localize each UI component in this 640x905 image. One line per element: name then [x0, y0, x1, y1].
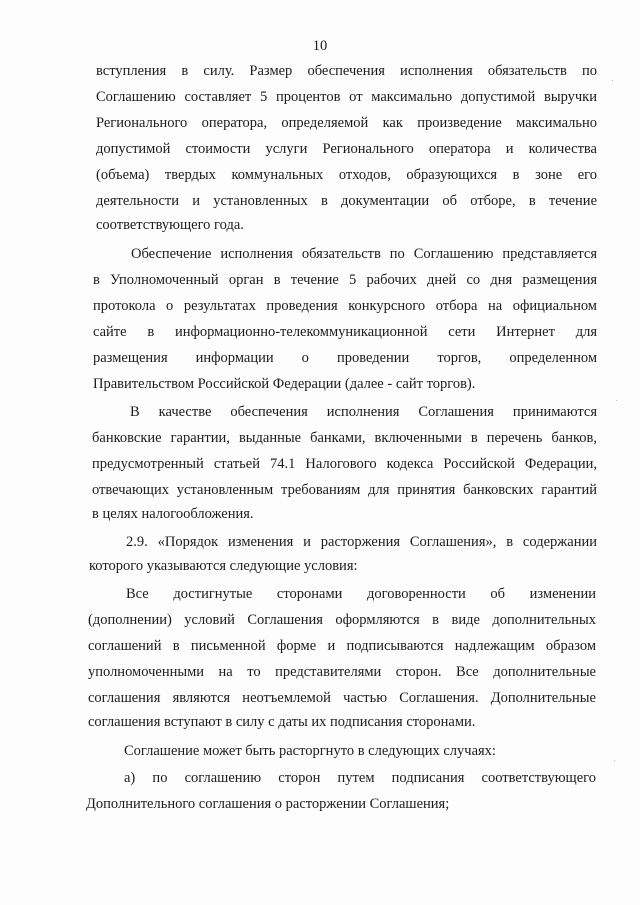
p3-line-3: предусмотренный статьей 74.1 Налогового кодекса Российской Федерации, — [92, 456, 597, 472]
p6-line-1: Соглашение может быть расторгнуто в следующих случаях: — [124, 743, 496, 759]
p1-line-3: Регионального оператора, определяемой как произведение максимально — [96, 115, 597, 131]
p7-line-1: а) по соглашению сторон путем подписания соответствующего — [124, 770, 596, 786]
p5-line-3: соглашений в письменной форме и подписываются надлежащим образом — [88, 638, 596, 654]
scan-mark — [616, 400, 617, 401]
p1-line-5: (объема) твердых коммунальных отходов, образующихся в зоне его — [96, 167, 597, 183]
p5-line-1: Все достигнутые сторонами договоренности об изменении — [126, 586, 596, 602]
p1-line-4: допустимой стоимости услуги Регионального оператора и количества — [96, 141, 597, 157]
p5-line-4: уполномоченными на то представителями сторон. Все дополнительные — [88, 664, 596, 680]
p5-line-2: (дополнении) условий Соглашения оформляются в виде дополнительных — [88, 612, 596, 628]
p3-line-1: В качестве обеспечения исполнения Соглашения принимаются — [130, 404, 597, 420]
scan-mark — [612, 80, 613, 81]
p3-line-5: в целях налогообложения. — [92, 506, 254, 522]
page-number: 10 — [312, 38, 328, 54]
p4-line-1: 2.9. «Порядок изменения и расторжения Соглашения», в содержании — [126, 534, 597, 550]
p2-line-6: Правительством Российской Федерации (далее - сайт торгов). — [93, 376, 476, 392]
p3-line-2: банковские гарантии, выданные банками, включенными в перечень банков, — [92, 430, 597, 446]
p1-line-1: вступления в силу. Размер обеспечения исполнения обязательств по — [96, 63, 597, 79]
p1-line-6: деятельности и установленных в документации об отборе, в течение — [96, 193, 597, 209]
p4-line-2: которого указываются следующие условия: — [89, 558, 358, 574]
p1-line-7: соответствующего года. — [96, 217, 244, 233]
p3-line-4: отвечающих установленным требованиям для принятия банковских гарантий — [92, 482, 597, 498]
p2-line-3: протокола о результатах проведения конкурсного отбора на официальном — [93, 298, 597, 314]
p5-line-5: соглашения являются неотъемлемой частью Соглашения. Дополнительные — [88, 690, 596, 706]
p2-line-1: Обеспечение исполнения обязательств по Соглашению представляется — [131, 246, 597, 262]
scan-mark — [614, 760, 615, 761]
p1-line-2: Соглашению составляет 5 процентов от максимально допустимой выручки — [96, 89, 597, 105]
p2-line-4: сайте в информационно-телекоммуникационной сети Интернет для — [93, 324, 597, 340]
p2-line-5: размещения информации о проведении торгов, определенном — [93, 350, 597, 366]
p5-line-6: соглашения вступают в силу с даты их подписания сторонами. — [88, 714, 476, 730]
p2-line-2: в Уполномоченный орган в течение 5 рабочих дней со дня размещения — [93, 272, 597, 288]
p7-line-2: Дополнительного соглашения о расторжении Соглашения; — [86, 796, 450, 812]
